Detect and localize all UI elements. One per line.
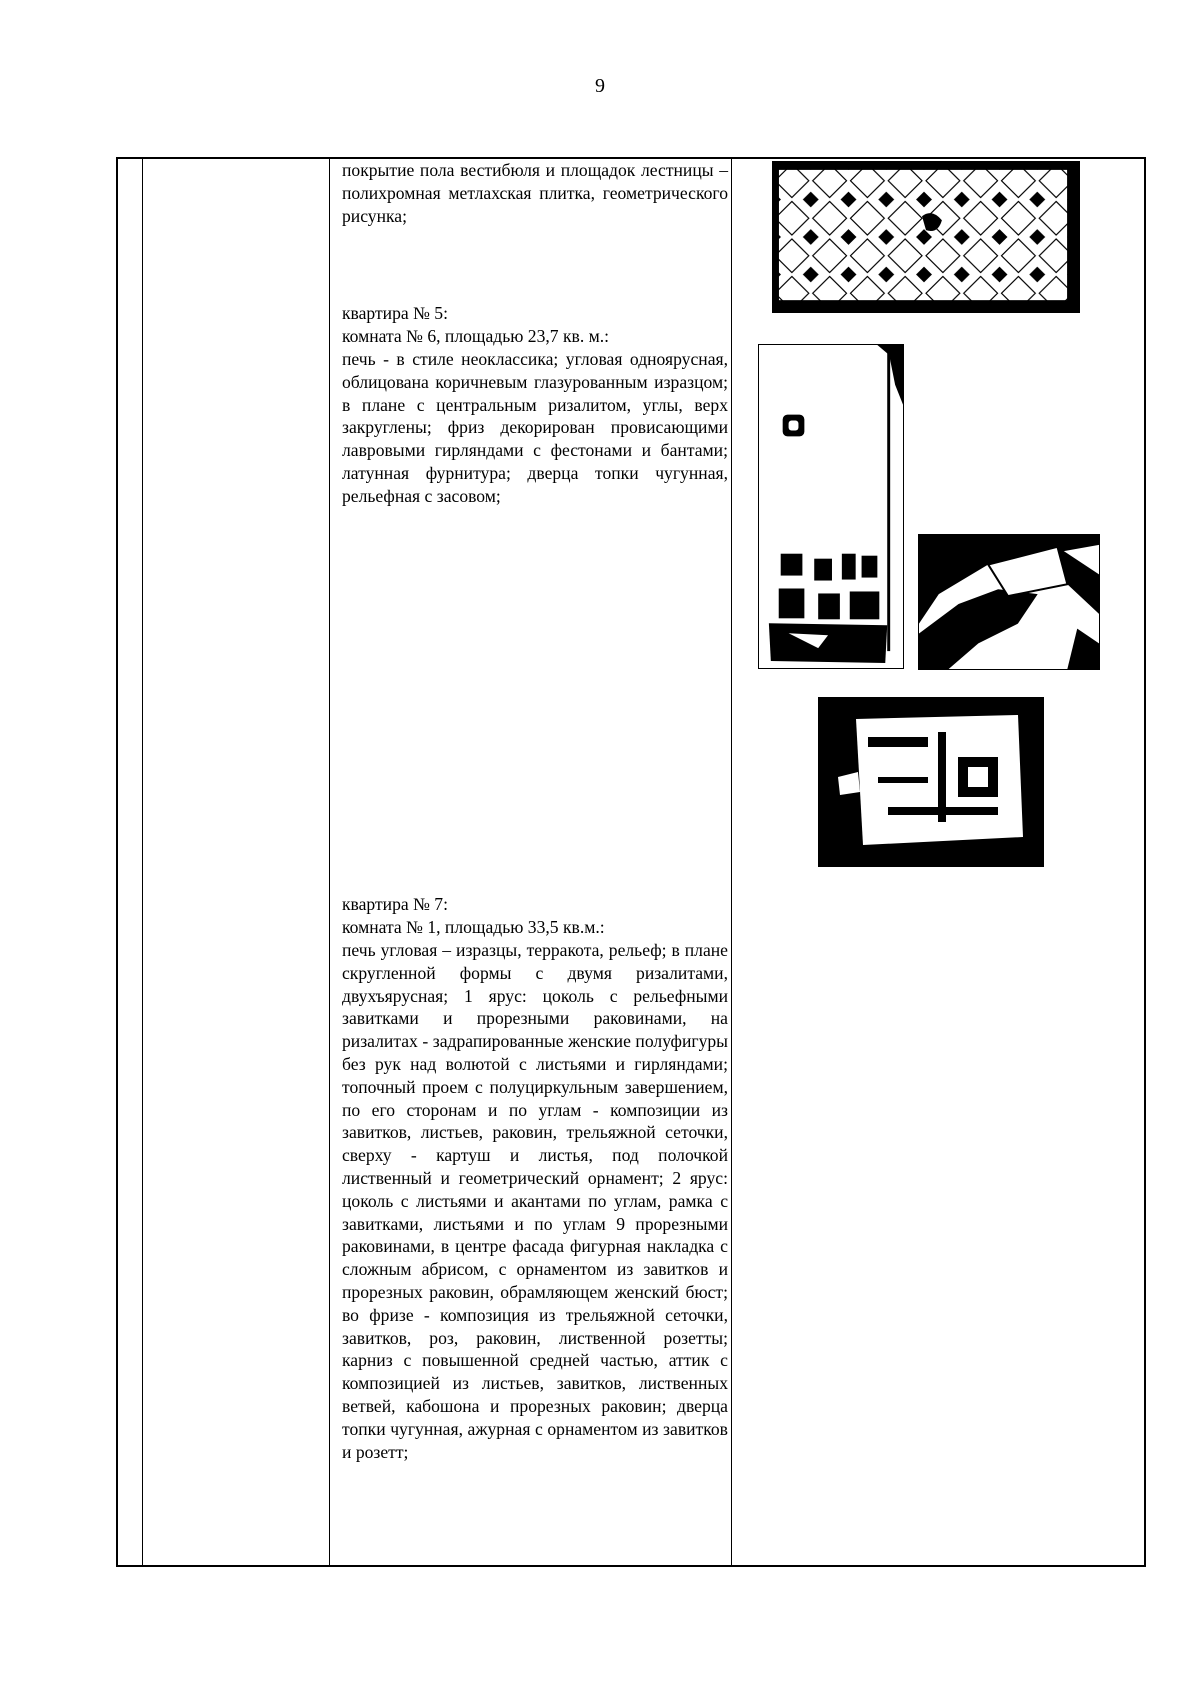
apartment-5-heading: квартира № 5: [342, 303, 448, 323]
column-divider-2 [329, 159, 330, 1565]
tile-floor-photo [772, 161, 1080, 313]
room-6-heading: комната № 6, площадью 23,7 кв. м.: [342, 326, 610, 346]
stove-terracotta-description: печь угловая – изразцы, терракота, рельеф; в плане скругленной формы с двумя ризалитами, двухъярусная; 1 ярус: цоколь с рельефными завитками и прорезными раковинами, на ризалитах - задрапированные женские полуфигуры без рук над волютой с листьями и гирляндами; топочный проем с полуциркульным завершением, по его сторонам и по углам - композиции из завитков, листьев, раковин, трельяжной сеточки, сверху - картуш и листья, под полочкой лиственный и геометрический орнамент; 2 ярус: цоколь с листьями и акантами по углам, рамка с завитками, листьями и по углам 9 прорезными раковинами, в центре фасада фигурная накладка с сложным абрисом, с орнаментом из завитков и прорезных раковин, обрамляющем женский бюст; во фризе - композиция из трельяжной сеточки, завитков, роз, раковин, лиственной розетты; карниз с повышенной средней частью, аттик с композицией из листьев, завитков, лиственных ветвей, кабошона и прорезных раковин; дверца топки чугунная, ажурная с орнаментом из завитков и розетт; [342, 940, 728, 1462]
room-1-heading: комната № 1, площадью 33,5 кв.м.: [342, 917, 605, 937]
description-column [342, 159, 728, 1565]
document-table [116, 157, 1146, 1567]
column-divider-1 [142, 159, 143, 1565]
floor-tile-description: покрытие пола вестибюля и площадок лестницы – полихромная метлахская плитка, геометрического рисунка; [342, 160, 728, 226]
stove-detail-photo [918, 534, 1100, 670]
stove-neoclassic-description: печь - в стиле неоклассика; угловая одноярусная, облицована коричневым глазурованным изразцом; в плане с центральным ризалитом, углы, верх закруглены; фриз декорирован провисающими лавровыми гирляндами с фестонами и бантами; латунная фурнитура; дверца топки чугунная, рельефная с засовом; [342, 349, 728, 506]
neoclassic-stove-photo [758, 344, 904, 669]
column-divider-3 [731, 159, 732, 1565]
terracotta-stove-photo [818, 697, 1044, 867]
apartment-7-heading: квартира № 7: [342, 894, 448, 914]
page-number: 9 [595, 75, 605, 97]
